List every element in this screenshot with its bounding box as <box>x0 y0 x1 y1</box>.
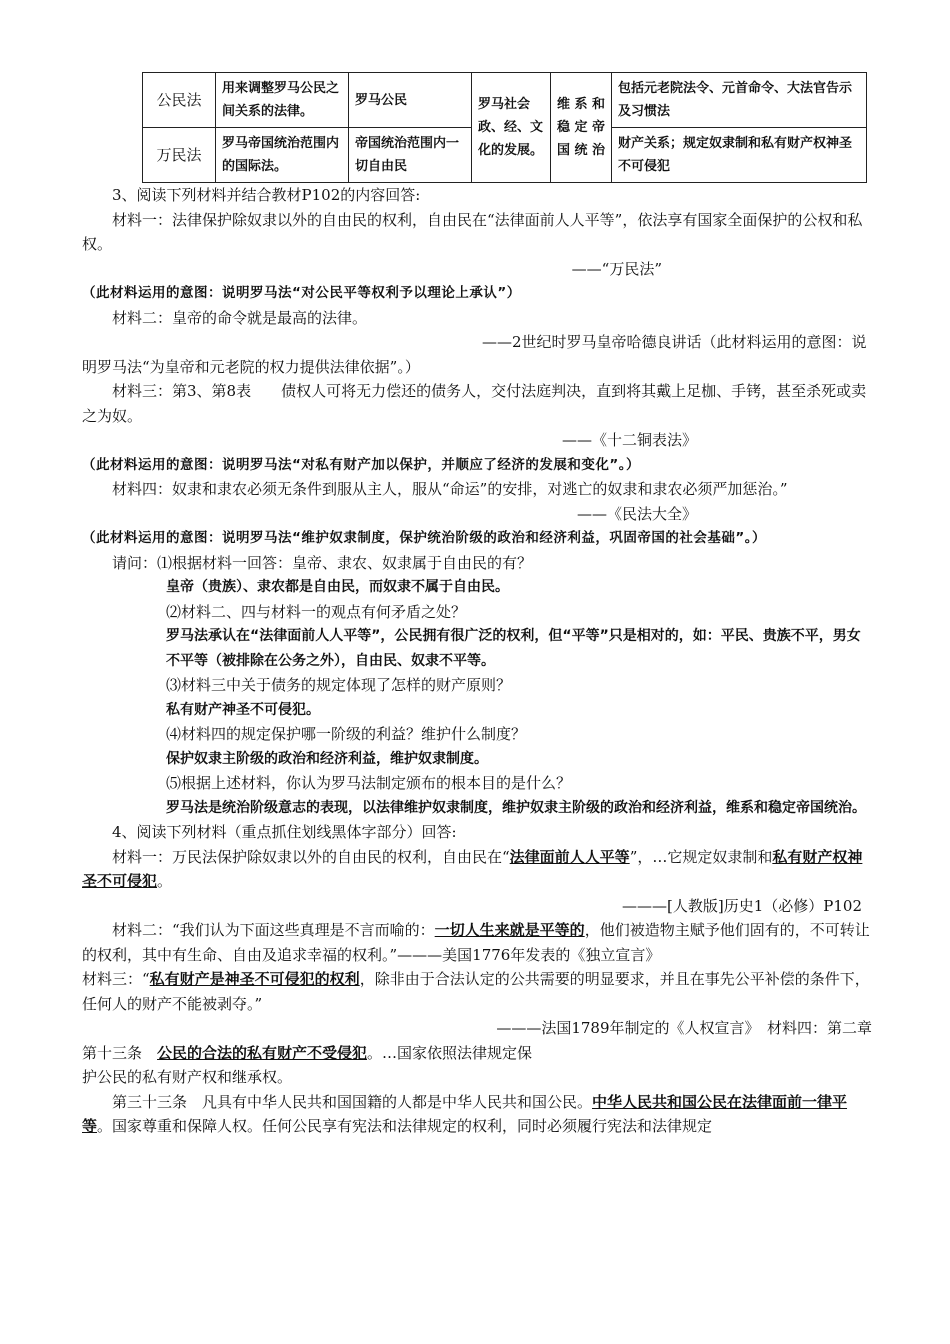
q3-answer-4: 保护奴隶主阶级的政治和经济利益，维护奴隶制度。 <box>166 750 488 767</box>
q3-material-3-source: ——《十二铜表法》 <box>561 431 697 449</box>
underlined-text: 法律面前人人平等 <box>509 847 630 866</box>
q4-material-4 <box>82 1041 872 1066</box>
q4-material-1-source: ———[人教版]历史1（必修）P102 <box>622 896 862 915</box>
text: 第三十三条 凡具有中华人民共和国国籍的人都是中华人民共和国公民。 <box>112 1092 593 1111</box>
q4-material-1 <box>82 845 872 894</box>
q4-material-3 <box>82 967 872 1016</box>
underlined-text: 私有财产权神圣不可侵犯 <box>82 847 863 890</box>
underlined-text: 公民的合法的私有财产不受侵犯 <box>157 1043 368 1062</box>
q3-answer-2: 罗马法承认在“法律面前人人平等”，公民拥有很广泛的权利，但“平等”只是相对的，如：平民、贵族不平，男女不平等（被排除在公务之外），自由民、奴隶不平等。 <box>166 628 861 669</box>
roman-law-table <box>142 72 867 183</box>
q4-material-2 <box>82 918 872 967</box>
q3-material-1-source: ——“万民法” <box>571 259 662 278</box>
table-cell: 包括元老院法令、元首命令、大法官告示及习惯法 <box>612 73 867 128</box>
text: 材料三：“ <box>82 970 150 988</box>
q3-answer-3: 私有财产神圣不可侵犯。 <box>166 701 320 718</box>
q3-question-3: ⑶材料三中关于债务的规定体现了怎样的财产原则？ <box>166 676 512 694</box>
table-cell: 罗马社会政、经、文化的发展。 <box>472 73 551 183</box>
table-cell: 公民法 <box>143 73 216 128</box>
q3-title: 3、阅读下列材料并结合教材P102的内容回答: <box>112 186 421 204</box>
q4-material-5 <box>82 1090 872 1139</box>
q3-question-2: ⑵材料二、四与材料一的观点有何矛盾之处？ <box>166 602 467 621</box>
text: ”，…它规定奴隶制和 <box>629 847 773 866</box>
q3-question-5: ⑸根据上述材料，你认为罗马法制定颁布的根本目的是什么？ <box>166 774 572 792</box>
table-cell: 帝国统治范围内一切自由民 <box>349 128 472 183</box>
q3-material-2: 材料二：皇帝的命令就是最高的法律。 <box>112 308 368 327</box>
table-cell: 维系和稳定帝国统治 <box>551 73 612 183</box>
text: 第十三条 <box>82 1043 158 1062</box>
q4-material-3-source: ———法国1789年制定的《人权宣言》 材料四：第二章 <box>496 1019 872 1037</box>
text: ，除非由于合法认定的公共需要的明显要求，并且在事先公平补偿的条件下，任何人的财产不能被剥夺。” <box>82 970 870 1013</box>
q3-material-3: 材料三：第3、第8表 债权人可将无力偿还的债务人，交付法庭判决，直到将其戴上足枷、手铐，甚至杀死或卖之为奴。 <box>82 382 867 425</box>
text: ，他们被造物主赋予他们固有的，不可转让的权利，其中有生命、自由及追求幸福的权利。”———美国1776年发表的《独立宣言》 <box>82 921 870 964</box>
table-cell: 罗马帝国统治范围内的国际法。 <box>216 128 349 183</box>
q4-material-4-cont: 护公民的私有财产权和继承权。 <box>82 1068 293 1086</box>
text: 。国家尊重和保障人权。任何公民享有宪法和法律规定的权利，同时必须履行宪法和法律规定 <box>97 1117 713 1135</box>
q3-material-1: 材料一：法律保护除奴隶以外的自由民的权利，自由民在“法律面前人人平等”，依法享有国家全面保护的公权和私权。 <box>82 210 863 253</box>
q3-material-4: 材料四：奴隶和隶农必须无条件到服从主人，服从“命运”的安排，对逃亡的奴隶和隶农必须严加惩治。” <box>112 480 788 498</box>
table-cell: 财产关系；规定奴隶制和私有财产权神圣不可侵犯 <box>612 128 867 183</box>
q3-answer-5: 罗马法是统治阶级意志的表现，以法律维护奴隶制度，维护奴隶主阶级的政治和经济利益，维系和稳定帝国统治。 <box>166 799 866 816</box>
text: 材料二：“我们认为下面这些真理是不言而喻的： <box>112 921 435 939</box>
q3-material-2-source: ——2世纪时罗马皇帝哈德良讲话（此材料运用的意图：说明罗马法“为皇帝和元老院的权力提供法律依据”。） <box>82 333 867 376</box>
q3-material-4-source: ——《民法大全》 <box>576 504 697 523</box>
q3-material-3-note: （此材料运用的意图：说明罗马法“对私有财产加以保护，并顺应了经济的发展和变化”。） <box>82 456 640 473</box>
table-cell: 用来调整罗马公民之间关系的法律。 <box>216 73 349 128</box>
table-row <box>143 73 867 128</box>
underlined-text: 私有财产是神圣不可侵犯的权利 <box>149 970 360 988</box>
underlined-text: 中华人民共和国公民在法律面前一律平等 <box>82 1092 848 1135</box>
table-cell: 万民法 <box>143 128 216 183</box>
underlined-text: 一切人生来就是平等的 <box>434 921 585 939</box>
q3-question-1: 请问：⑴根据材料一回答：皇帝、隶农、奴隶属于自由民的有？ <box>112 553 533 572</box>
q3-question-4: ⑷材料四的规定保护哪一阶级的利益？维护什么制度？ <box>166 725 527 743</box>
table-cell: 罗马公民 <box>349 73 472 128</box>
text: 。 <box>157 872 173 890</box>
text: 材料一：万民法保护除奴隶以外的自由民的权利，自由民在“ <box>112 847 510 866</box>
document-page <box>82 72 872 1139</box>
text: 。…国家依照法律规定保 <box>367 1043 533 1062</box>
q3-material-1-note: （此材料运用的意图：说明罗马法“对公民平等权利予以理论上承认”） <box>82 285 521 301</box>
q4-title: 4、阅读下列材料（重点抓住划线黑体字部分）回答: <box>112 823 457 841</box>
q3-material-4-note: （此材料运用的意图：说明罗马法“维护奴隶制度，保护统治阶级的政治和经济利益，巩固帝国的社会基础”。） <box>82 530 766 546</box>
q3-answer-1: 皇帝（贵族）、隶农都是自由民，而奴隶不属于自由民。 <box>166 579 509 595</box>
